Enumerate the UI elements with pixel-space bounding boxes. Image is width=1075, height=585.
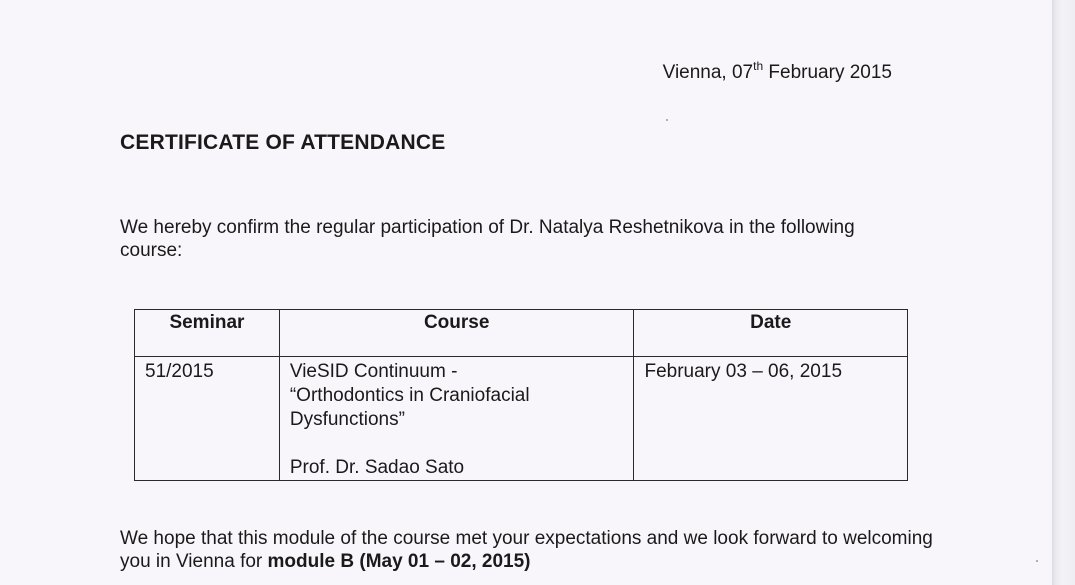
closing-body: We hope that this module of the course met your expectations and we look forward to welcoming you in Vienna for [120, 528, 933, 572]
table-row [135, 357, 908, 481]
cell-seminar: 51/2015 [135, 357, 280, 481]
course-name-line1: VieSID Continuum - [289, 361, 458, 382]
document-title: CERTIFICATE OF ATTENDANCE [120, 131, 446, 154]
scan-speck [666, 119, 668, 121]
header-course: Course [279, 310, 634, 357]
closing-module: module B (May 01 – 02, 2015) [267, 551, 531, 572]
course-instructor: Prof. Dr. Sadao Sato [289, 457, 465, 478]
date-prefix: Vienna, 07 [662, 62, 754, 83]
course-name-line3: Dysfunctions” [289, 409, 405, 430]
scan-page-edge [1052, 0, 1075, 585]
closing-text [120, 527, 950, 573]
cell-date: February 03 – 06, 2015 [634, 357, 908, 481]
cell-course [279, 357, 634, 481]
header-date: Date [634, 310, 908, 357]
confirmation-text: We hereby confirm the regular participation of Dr. Natalya Reshetnikova in the following course: [120, 217, 855, 261]
place-date [662, 59, 892, 84]
scan-speck [1036, 560, 1038, 562]
course-name-line2: “Orthodontics in Craniofacial [289, 385, 530, 406]
table-header-row [135, 310, 908, 357]
spacer [290, 432, 624, 456]
date-ordinal-suffix: th [753, 59, 764, 73]
date-rest: February 2015 [763, 62, 892, 83]
header-seminar: Seminar [135, 310, 280, 357]
course-table [134, 309, 908, 481]
